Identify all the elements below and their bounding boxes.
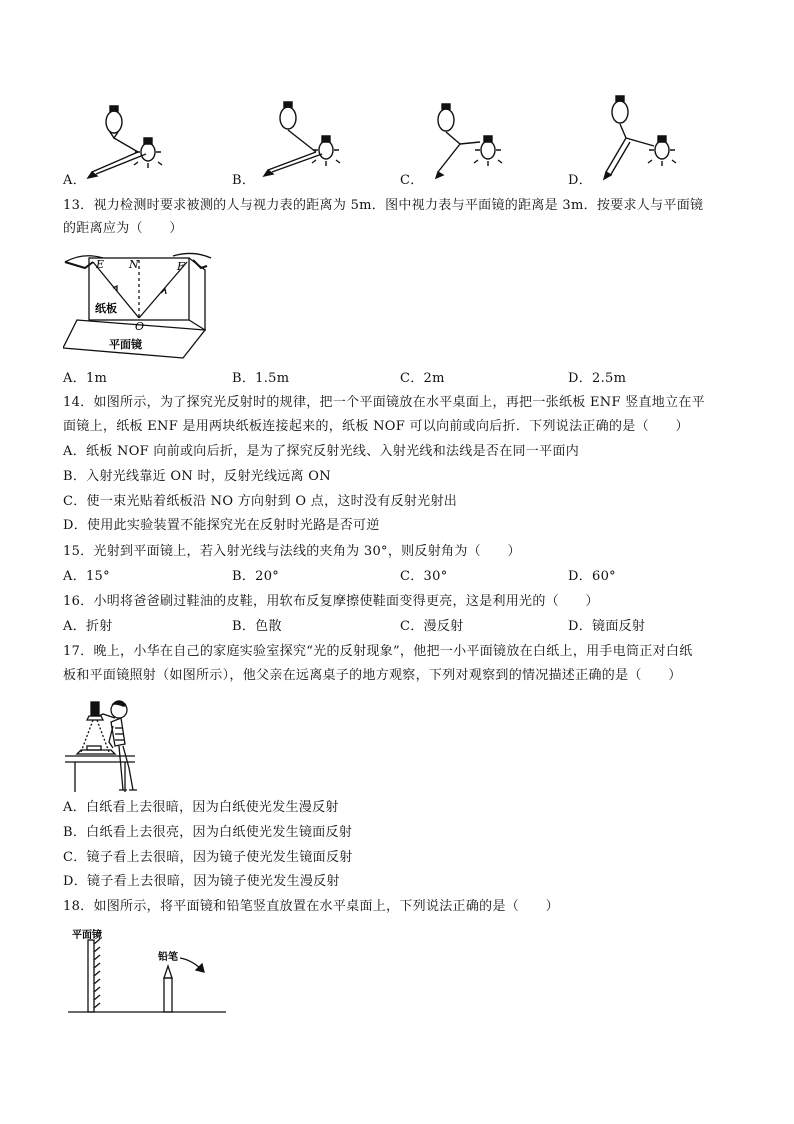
q16-option-a[interactable]: A．折射 — [63, 619, 113, 634]
q16-option-b[interactable]: B．色散 — [232, 619, 282, 634]
q12-option-d[interactable]: D． — [568, 173, 593, 188]
q17-stem-line1: 17．晚上，小华在自己的家庭实验室探究“光的反射现象”，他把一小平面镜放在白纸上，用手电筒正对白纸 — [63, 644, 693, 659]
q14-stem-line1: 14．如图所示，为了探究光反射时的规律，把一个平面镜放在水平桌面上，再把一张纸板 ENF 竖直地立在平 — [63, 395, 705, 410]
q13-figure — [63, 248, 213, 363]
q15-option-b[interactable]: B．20° — [232, 569, 280, 584]
q12-figure-c — [420, 98, 530, 188]
q18-pencil-label: 铅笔 — [158, 952, 178, 963]
q15-option-d[interactable]: D．60° — [568, 569, 616, 584]
q12-option-c[interactable]: C． — [400, 173, 424, 188]
q13-label-f: F — [177, 260, 185, 273]
q17-option-a[interactable]: A．白纸看上去很暗，因为白纸使光发生漫反射 — [63, 800, 339, 815]
q17-figure — [63, 696, 153, 794]
q16-stem: 16．小明将爸爸刷过鞋油的皮鞋，用软布反复摩擦使鞋面变得更亮，这是利用光的（ ） — [63, 594, 599, 609]
q12-figure-d — [590, 92, 700, 188]
q13-option-d[interactable]: D．2.5m — [568, 371, 627, 386]
q13-board-label: 纸板 — [95, 302, 117, 315]
q17-option-c[interactable]: C．镜子看上去很暗，因为镜子使光发生镜面反射 — [63, 850, 353, 865]
q14-option-a[interactable]: A．纸板 NOF 向前或向后折，是为了探究反射光线、入射光线和法线是否在同一平面内 — [63, 444, 580, 459]
q15-stem: 15．光射到平面镜上，若入射光线与法线的夹角为 30°，则反射角为（ ） — [63, 544, 521, 559]
q18-mirror-label: 平面镜 — [72, 930, 102, 941]
q15-option-a[interactable]: A．15° — [63, 569, 110, 584]
q13-option-a[interactable]: A．1m — [63, 371, 108, 386]
q14-option-d[interactable]: D．使用此实验装置不能探究光在反射时光路是否可逆 — [63, 518, 380, 533]
q13-label-n: N — [129, 258, 139, 271]
q12-figure-b — [250, 96, 360, 186]
q16-option-d[interactable]: D．镜面反射 — [568, 619, 646, 634]
q18-stem: 18．如图所示，将平面镜和铅笔竖直放置在水平桌面上，下列说法正确的是（ ） — [63, 899, 559, 914]
q13-label-o: O — [135, 320, 145, 333]
q13-stem-line2: 的距离应为（ ） — [63, 221, 183, 236]
q17-option-b[interactable]: B．白纸看上去很亮，因为白纸使光发生镜面反射 — [63, 825, 353, 840]
q13-option-b[interactable]: B．1.5m — [232, 371, 290, 386]
q12-option-b[interactable]: B． — [232, 173, 256, 188]
q13-label-e: E — [96, 258, 105, 271]
q12-option-a[interactable]: A． — [63, 173, 86, 188]
q17-stem-line2: 板和平面镜照射（如图所示），他父亲在远离桌子的地方观察，下列对观察到的情况描述正确的是（ ） — [63, 668, 682, 683]
q14-stem-line2: 面镜上，纸板 ENF 是用两块纸板连接起来的，纸板 NOF 可以向前或向后折．下列说法正确的是（ ） — [63, 419, 689, 434]
q18-figure — [66, 926, 231, 1018]
q13-mirror-label: 平面镜 — [109, 338, 142, 351]
q17-option-d[interactable]: D．镜子看上去很暗，因为镜子使光发生漫反射 — [63, 874, 340, 889]
q14-option-b[interactable]: B．入射光线靠近 ON 时，反射光线远离 ON — [63, 469, 331, 484]
q13-stem-line1: 13．视力检测时要求被测的人与视力表的距离为 5m．图中视力表与平面镜的距离是 3m．按要求人与平面镜 — [63, 198, 704, 213]
q14-option-c[interactable]: C．使一束光贴着纸板沿 NO 方向射到 O 点，这时没有反射光射出 — [63, 494, 458, 509]
q15-option-c[interactable]: C．30° — [400, 569, 448, 584]
q16-option-c[interactable]: C．漫反射 — [400, 619, 464, 634]
q13-option-c[interactable]: C．2m — [400, 371, 445, 386]
